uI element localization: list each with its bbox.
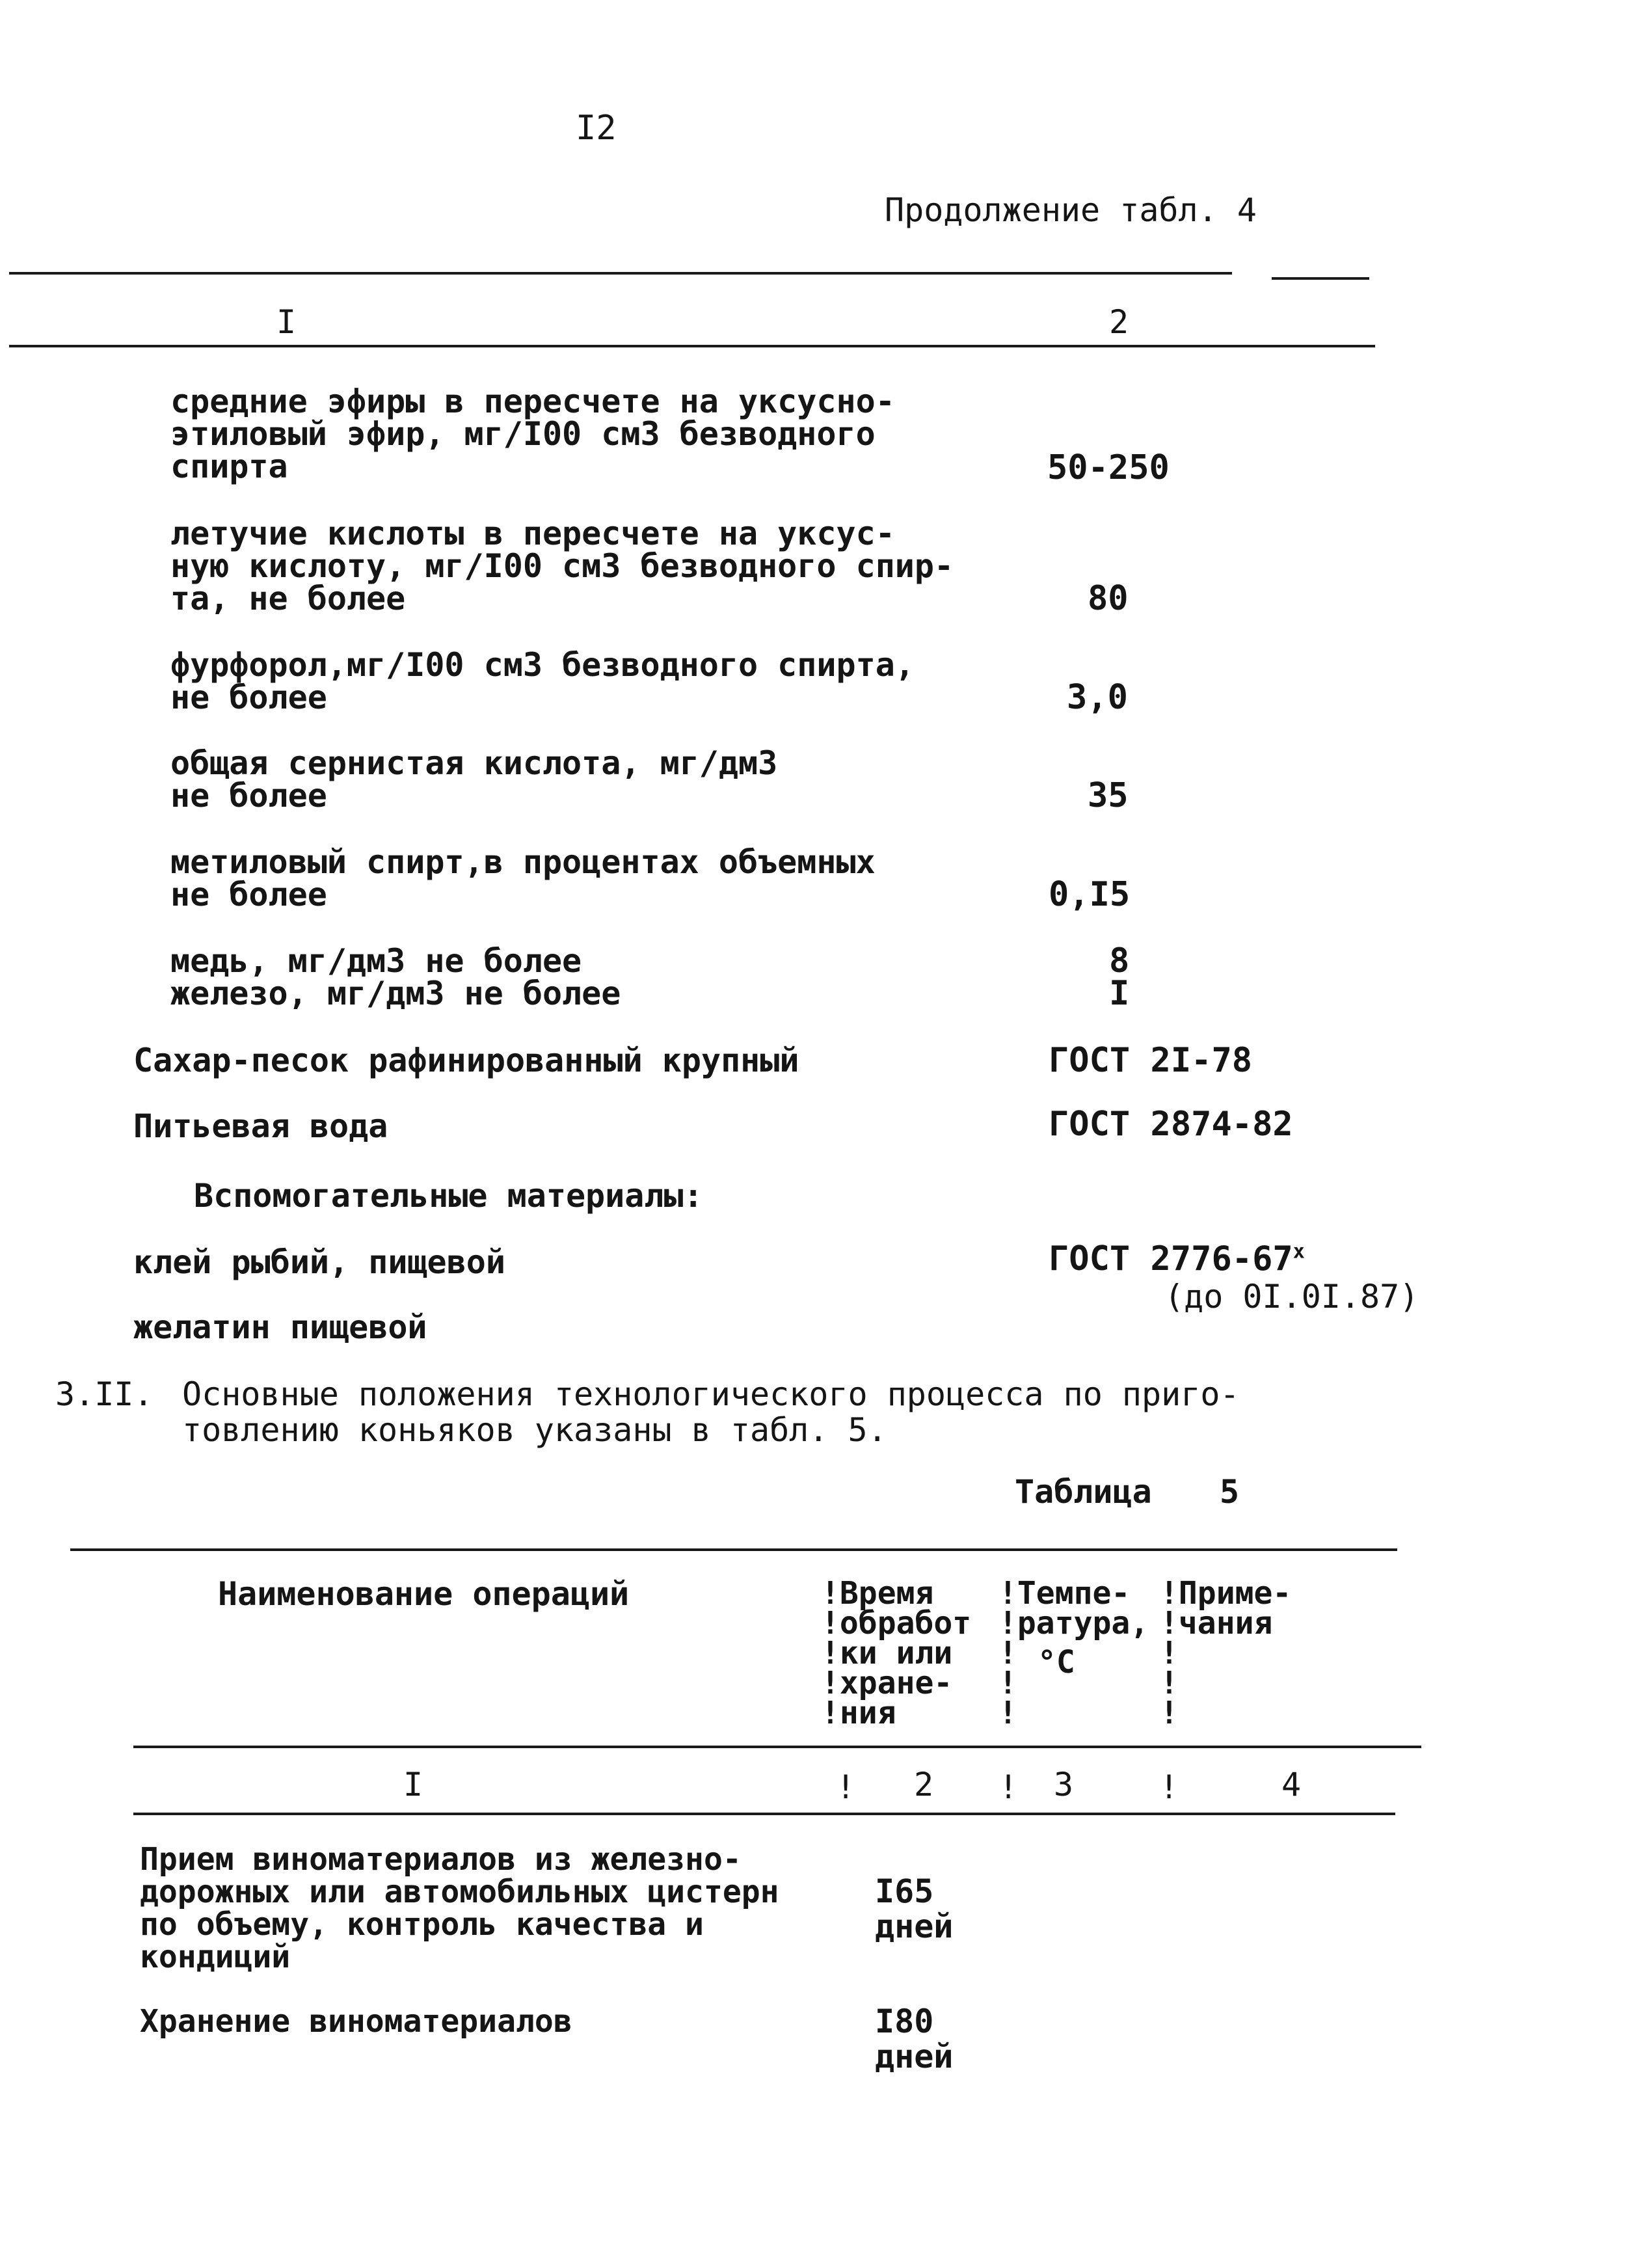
table5-header-time-1: !Время [821, 1575, 934, 1612]
table5-top-rule [70, 1548, 1397, 1551]
table4-value-copper: 8 [1109, 941, 1130, 980]
table4-row-methanol: метиловый спирт,в процентах объемных не более [170, 843, 876, 913]
table4-row-copper: медь, мг/дм3 не более [170, 942, 582, 980]
table5-colsep-2: ! [998, 1768, 1019, 1806]
table5-row-receiving-time: I65 дней [875, 1872, 954, 1945]
table4-row-volatile-acids: летучие кислоты в пересчете на уксус- ную кислоту, мг/I00 см3 безводного спир- та, не более [170, 515, 954, 617]
table5-header-notes-5: ! [1160, 1695, 1179, 1731]
table5-header-temp-1: !Темпе- [998, 1575, 1131, 1612]
table4-value-esters: 50-250 [1047, 448, 1170, 487]
material-fish-glue-standard [1049, 1239, 1305, 1278]
table5-header-notes-3: ! [1160, 1635, 1179, 1671]
table5-header-notes-2: !чания [1160, 1605, 1273, 1641]
table5-header-rule [133, 1746, 1421, 1748]
material-sugar-standard: ГОСТ 2I-78 [1049, 1041, 1253, 1080]
glue-standard-mark: x [1292, 1240, 1305, 1263]
table5-row-storage: Хранение виноматериалов [140, 2003, 572, 2040]
page-number: I2 [576, 109, 617, 148]
table5-colnum-rule [133, 1813, 1395, 1815]
material-fish-glue: клей рыбий, пищевой [133, 1243, 505, 1281]
table5-header-temp-5: ! [998, 1695, 1017, 1731]
table5-caption-word: Таблица [1015, 1473, 1152, 1511]
paragraph-line-1: Основные положения технологического процесса по приго- [182, 1375, 1240, 1413]
table4-value-volatile-acids: 80 [1088, 579, 1129, 618]
table5-header-notes-1: !Приме- [1160, 1575, 1292, 1612]
table5-header-time-3: !ки или [821, 1635, 953, 1671]
table5-header-temp-3: ! [998, 1635, 1017, 1671]
material-sugar: Сахар-песок рафинированный крупный [133, 1042, 799, 1079]
material-water-standard: ГОСТ 2874-82 [1049, 1105, 1293, 1144]
material-fish-glue-note: (до 0I.0I.87) [1164, 1278, 1419, 1316]
table4-value-methanol: 0,I5 [1049, 875, 1131, 914]
table4-top-rule [9, 272, 1232, 275]
table5-header-notes-4: ! [1160, 1665, 1179, 1701]
table5-colnum-4: 4 [1281, 1766, 1302, 1803]
glue-standard-text: ГОСТ 2776-67 [1049, 1239, 1293, 1278]
table4-row-sulfurous-acid: общая сернистая кислота, мг/дм3 не более [170, 744, 778, 815]
table5-colsep-3: ! [1159, 1768, 1179, 1806]
table5-header-temp-unit: °C [1038, 1644, 1075, 1681]
material-gelatin: желатин пищевой [133, 1308, 427, 1346]
table5-header-temp-4: ! [998, 1665, 1017, 1701]
table4-value-iron: I [1109, 974, 1130, 1013]
aux-materials-header: Вспомогательные материалы: [194, 1177, 703, 1215]
table5-header-operation: Наименование операций [218, 1575, 630, 1613]
table5-colnum-2: 2 [914, 1766, 934, 1803]
table5-header-temp-2: !ратура, [998, 1605, 1149, 1641]
table4-value-sulfurous-acid: 35 [1088, 776, 1129, 815]
table5-row-storage-time: I80 дней [875, 2003, 954, 2075]
table4-row-iron: железо, мг/дм3 не более [170, 975, 621, 1012]
table4-row-esters: средние эфиры в пересчете на уксусно- этиловый эфир, мг/I00 см3 безводного спирта [170, 383, 895, 485]
table5-header-time-5: !ния [821, 1695, 896, 1731]
table4-header-rule [9, 345, 1375, 347]
table5-colsep-1: ! [836, 1768, 856, 1806]
paragraph-number: 3.II. [55, 1375, 154, 1413]
paragraph-line-2: товлению коньяков указаны в табл. 5. [182, 1411, 887, 1449]
table5-caption-number: 5 [1220, 1473, 1240, 1511]
table5-row-receiving: Прием виноматериалов из железно- дорожных или автомобильных цистерн по объему, контроль качества и кондиций [140, 1841, 779, 1975]
table4-value-furfural: 3,0 [1067, 678, 1128, 717]
table4-top-rule-right [1272, 277, 1369, 280]
material-water: Питьевая вода [133, 1107, 388, 1145]
table5-colnum-3: 3 [1054, 1766, 1074, 1803]
continuation-caption: Продолжение табл. 4 [885, 191, 1257, 229]
table5-header-time-4: !хране- [821, 1665, 953, 1701]
table5-colnum-1: I [403, 1766, 423, 1803]
table5-header-time-2: !обработ [821, 1605, 972, 1641]
table4-col1-header: I [276, 303, 297, 341]
table4-col2-header: 2 [1109, 303, 1129, 341]
table4-row-furfural: фурфорол,мг/I00 см3 безводного спирта, не более [170, 646, 915, 716]
